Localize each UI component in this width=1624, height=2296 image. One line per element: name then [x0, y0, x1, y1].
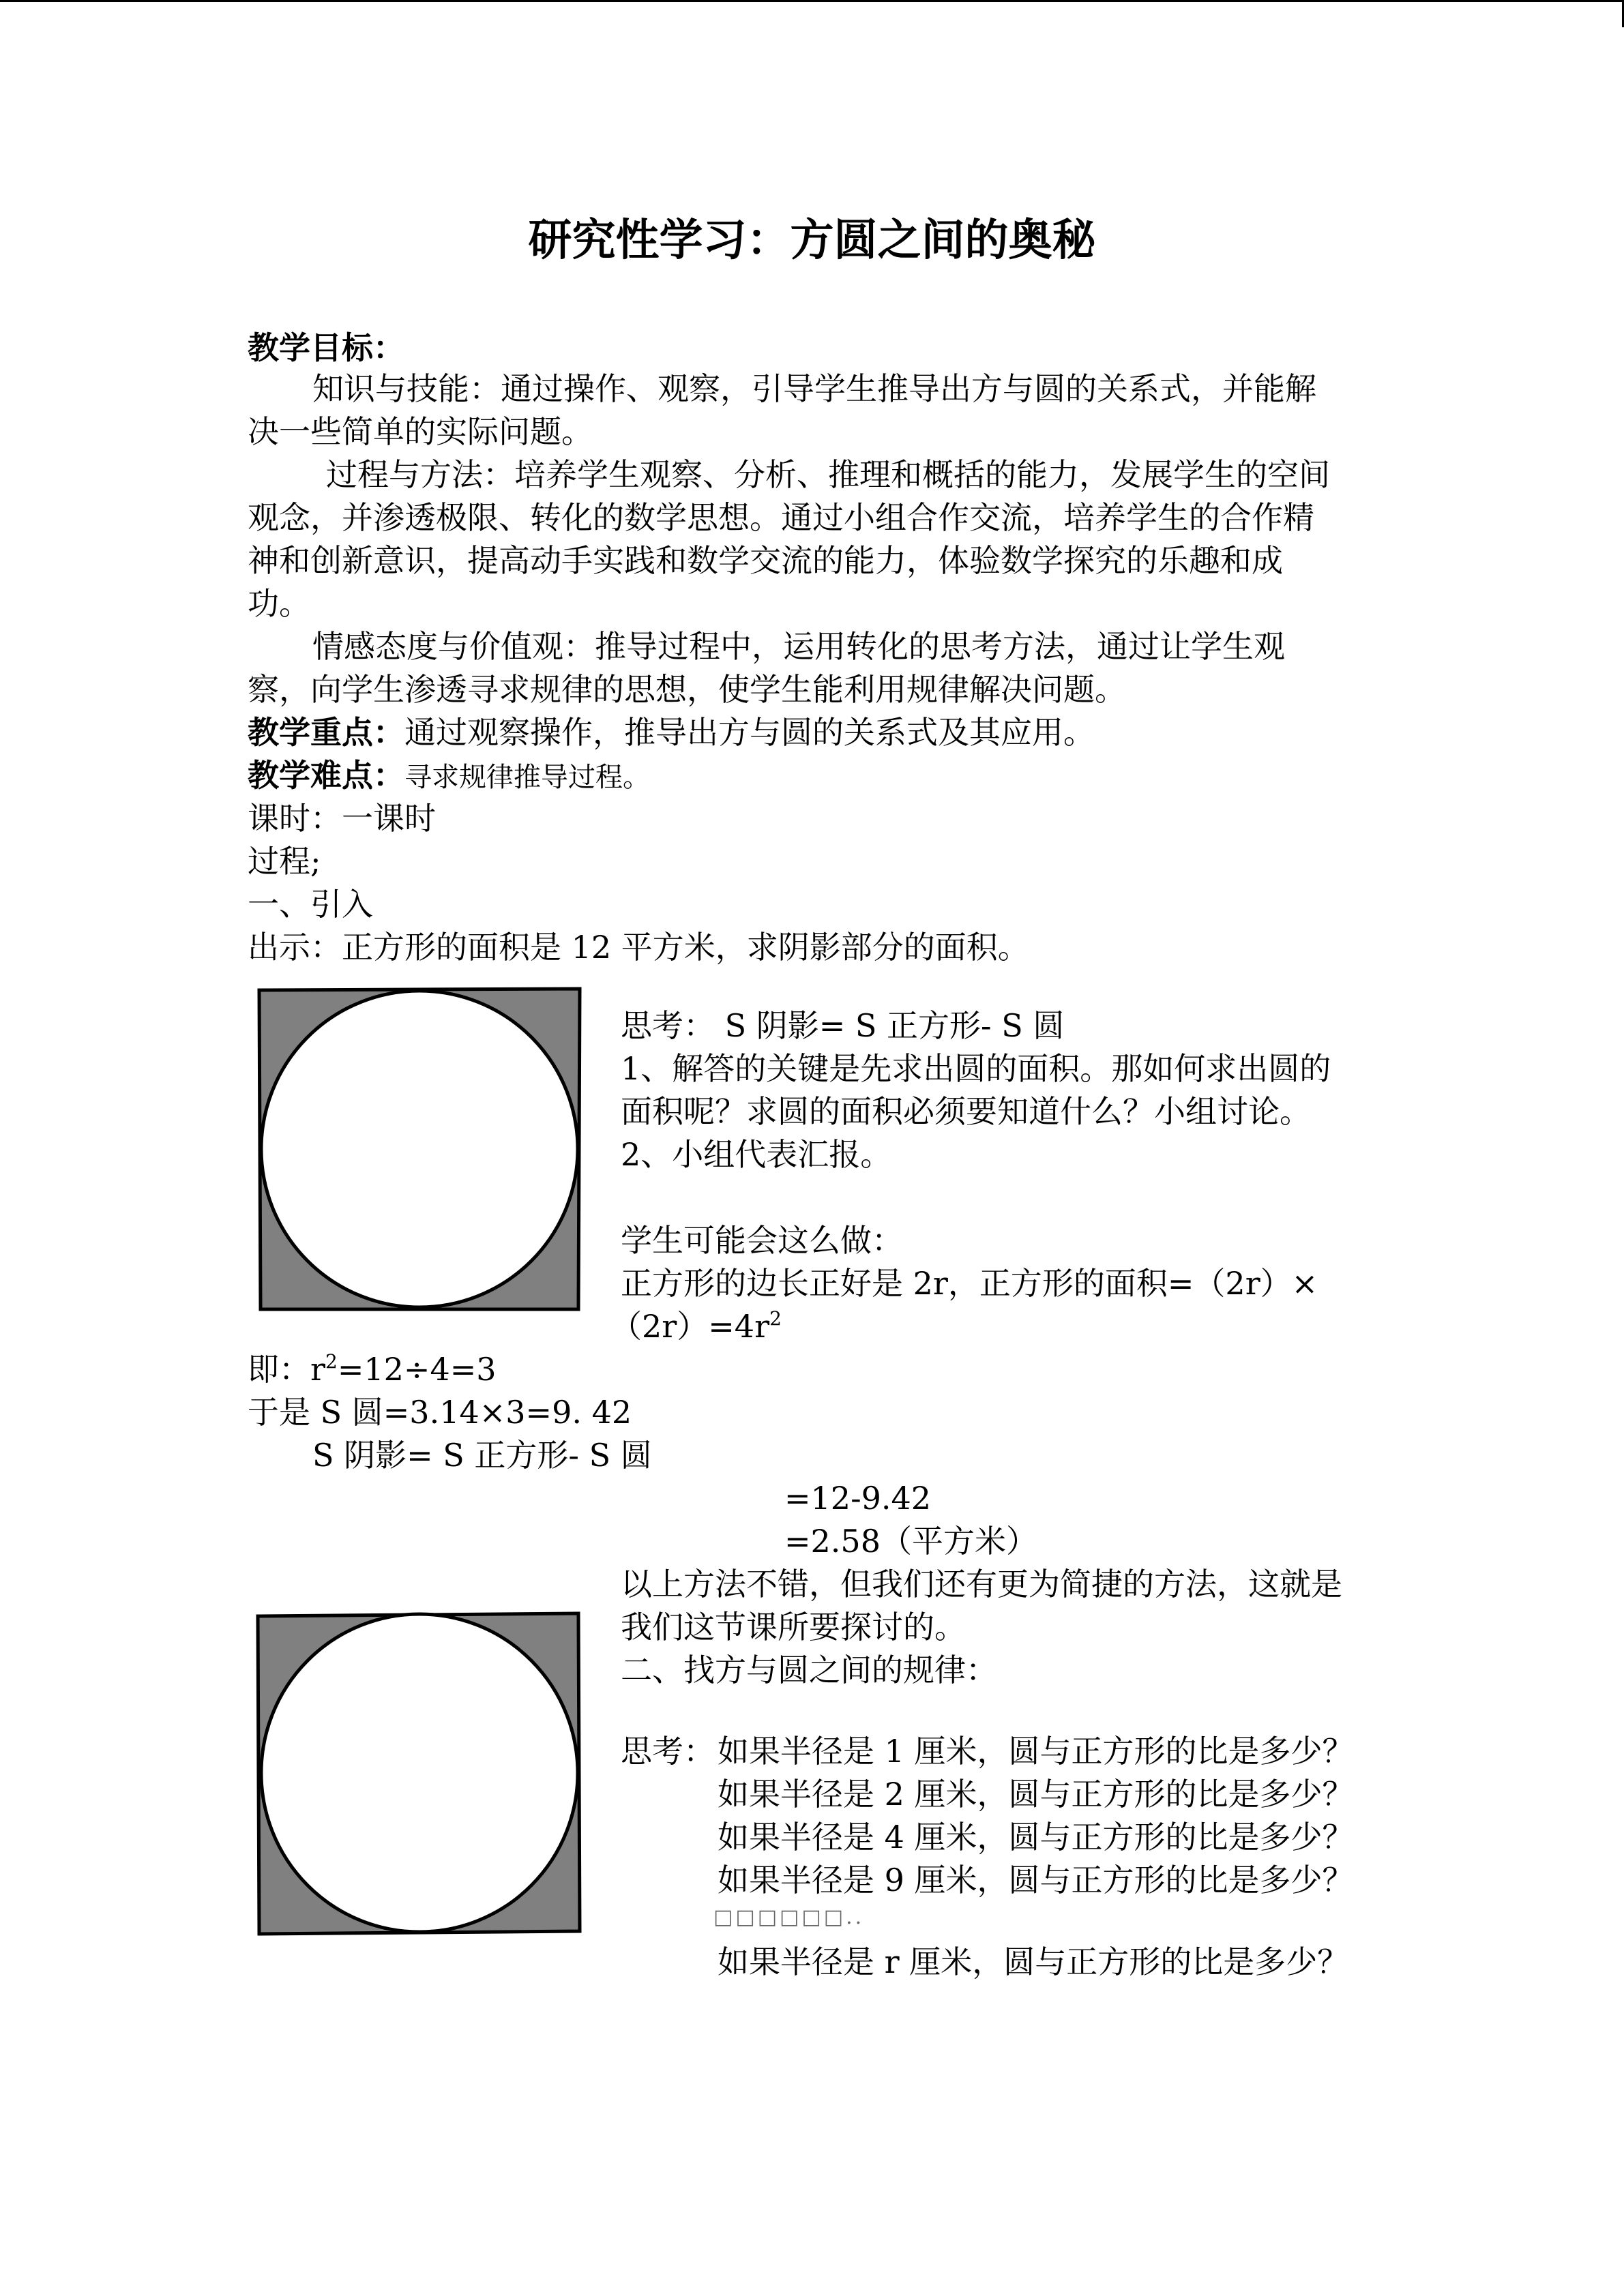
calc-shaded-formula: S 阴影= S 正方形- S 圆: [312, 1437, 652, 1474]
think-formula: 思考： S 阴影= S 正方形- S 圆: [621, 1007, 1065, 1044]
key-point-line: [248, 711, 1095, 754]
ratio-question-1: 如果半径是 1 厘米，圆与正方形的比是多少？: [718, 1733, 1354, 1770]
ratio-question-2: 如果半径是 2 厘米，圆与正方形的比是多少？: [718, 1776, 1354, 1813]
student-intro: 学生可能会这么做：: [621, 1222, 903, 1259]
question-2: 2、小组代表汇报。: [621, 1136, 892, 1173]
knowledge-line-1: 知识与技能：通过操作、观察，引导学生推导出方与圆的关系式，并能解: [312, 370, 1316, 407]
side-length-text: （2r）=4r: [610, 1308, 770, 1345]
ratio-question-r: 如果半径是 r 厘米，圆与正方形的比是多少？: [718, 1943, 1349, 1980]
calc-r-squared: [248, 1347, 497, 1391]
section2-think-label: 思考：: [621, 1733, 715, 1770]
calc-step-1: =12-9.42: [784, 1480, 932, 1517]
difficulty-label: 教学难点：: [248, 757, 404, 794]
question-1-line-1: 1、解答的关键是先求出圆的面积。那如何求出圆的: [621, 1050, 1331, 1087]
process-label: 过程;: [248, 843, 321, 880]
section1-prompt: 出示：正方形的面积是 12 平方米，求阴影部分的面积。: [248, 929, 1029, 966]
emotion-line-2: 察，向学生渗透寻求规律的思想，使学生能利用规律解决问题。: [248, 671, 1126, 708]
exponent-2: 2: [769, 1307, 782, 1330]
calc-r-exponent: 2: [325, 1350, 338, 1373]
inscribed-circle-1: [261, 991, 578, 1307]
inscribed-circle-2: [261, 1614, 578, 1932]
process-line-2: 观念，并渗透极限、转化的数学思想。通过小组合作交流，培养学生的合作精: [248, 499, 1314, 536]
page-title: 研究性学习：方圆之间的奥秘: [528, 215, 1096, 266]
calc-circle-area: 于是 S 圆=3.14×3=9. 42: [248, 1394, 632, 1431]
page-top-border: [0, 0, 1624, 2]
conclusion-line-2: 我们这节课所要探讨的。: [621, 1609, 966, 1645]
side-length-line-1: 正方形的边长正好是 2r，正方形的面积=（2r）×: [621, 1265, 1318, 1302]
knowledge-line-2: 决一些简单的实际问题。: [248, 413, 593, 450]
lesson-time: 课时：一课时: [248, 800, 436, 837]
process-line-3: 神和创新意识，提高动手实践和数学交流的能力，体验数学探究的乐趣和成: [248, 542, 1283, 579]
side-length-line-2: [610, 1304, 782, 1348]
section2-heading: 二、找方与圆之间的规律：: [621, 1652, 997, 1688]
square-circle-figure-1: [252, 983, 587, 1314]
section1-heading: 一、引入: [248, 886, 373, 923]
conclusion-line-1: 以上方法不错，但我们还有更为简捷的方法，这就是: [621, 1566, 1342, 1602]
process-line-1: 过程与方法：培养学生观察、分析、推理和概括的能力，发展学生的空间: [326, 456, 1330, 493]
question-1-line-2: 面积呢？求圆的面积必须要知道什么？小组讨论。: [621, 1093, 1311, 1130]
square-circle-figure-2: [252, 1608, 587, 1939]
difficulty-line: [248, 754, 650, 799]
difficulty-text: 寻求规律推导过程。: [404, 762, 650, 793]
ratio-question-4: 如果半径是 9 厘米，圆与正方形的比是多少？: [718, 1862, 1354, 1898]
emotion-line-1: 情感态度与价值观：推导过程中，运用转化的思考方法，通过让学生观: [312, 628, 1285, 665]
calc-step-2: =2.58（平方米）: [784, 1523, 1037, 1560]
ratio-question-3: 如果半径是 4 厘米，圆与正方形的比是多少？: [718, 1819, 1354, 1855]
calc-r-result: =12÷4=3: [337, 1351, 497, 1388]
process-line-4: 功。: [248, 585, 310, 622]
ellipsis-placeholder: □□□□□□..: [713, 1905, 865, 1929]
calc-r-prefix: 即：r: [248, 1351, 325, 1388]
objectives-heading: 教学目标：: [248, 329, 404, 366]
key-point-text: 通过观察操作，推导出方与圆的关系式及其应用。: [404, 714, 1095, 751]
key-point-label: 教学重点：: [248, 714, 404, 751]
